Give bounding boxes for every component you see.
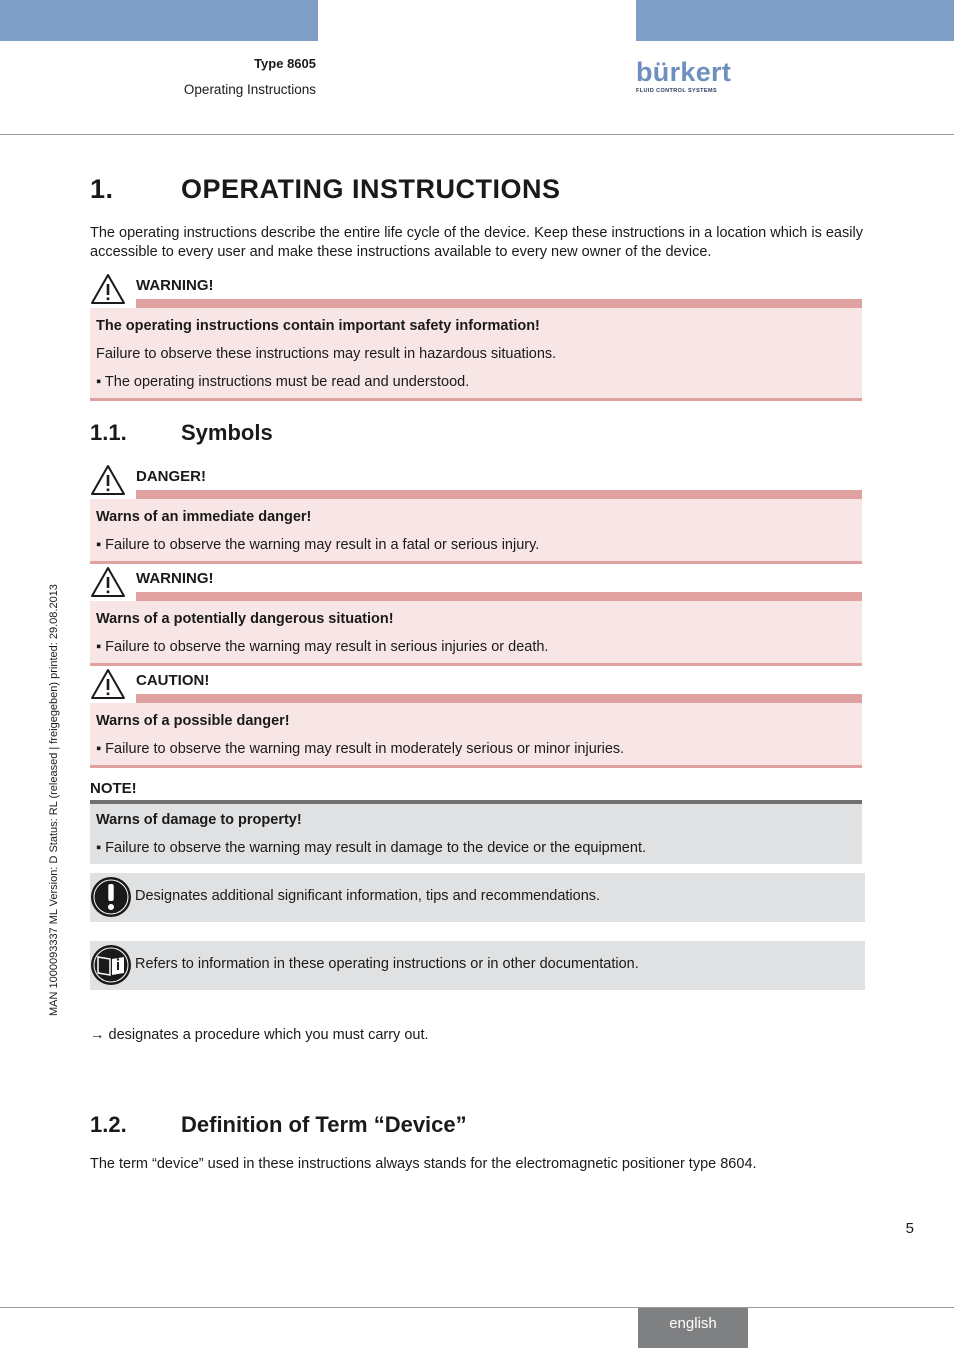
header-divider <box>0 134 954 135</box>
caution-headline: Warns of a possible danger! <box>96 713 290 729</box>
warning-text: Failure to observe these instructions may result in hazardous situations. <box>96 346 557 362</box>
danger-notice <box>90 468 862 564</box>
caution-body <box>90 703 862 768</box>
note-label: NOTE! <box>90 780 137 797</box>
device-definition-text: The term “device” used in these instructions always stands for the electromagnetic positioner type 8604. <box>90 1156 757 1172</box>
warning-notice <box>90 570 862 666</box>
danger-bullet: ▪ Failure to observe the warning may result in a fatal or serious injury. <box>96 537 540 553</box>
warning-triangle-icon <box>90 273 126 305</box>
note-body <box>90 804 862 864</box>
header-bar-right <box>636 0 954 41</box>
important-info-box <box>90 873 865 922</box>
burkert-logo <box>636 58 736 94</box>
section-title: OPERATING INSTRUCTIONS <box>181 174 561 204</box>
warning-label: WARNING! <box>136 570 214 587</box>
document-type: Type 8605 <box>254 56 316 71</box>
warning-bullet: ▪ The operating instructions must be read and understood. <box>96 374 470 390</box>
caution-triangle-icon <box>90 668 126 700</box>
caution-notice <box>90 672 862 768</box>
reference-info-text: Refers to information in these operating instructions or in other documentation. <box>135 956 639 972</box>
procedure-note: → designates a procedure which you must carry out. <box>90 1027 429 1043</box>
warning-bar <box>136 592 862 601</box>
warning-headline: Warns of a potentially dangerous situation! <box>96 611 394 627</box>
caution-label: CAUTION! <box>136 672 210 689</box>
section-heading-1 <box>90 174 561 205</box>
section-title: Definition of Term “Device” <box>181 1112 467 1137</box>
document-meta-sidebar: MAN 1000093337 ML Version: D Status: RL (released | freigegeben) printed: 29.08.2013 <box>48 584 60 1016</box>
note-headline: Warns of damage to property! <box>96 812 302 828</box>
important-info-text: Designates additional significant information, tips and recommendations. <box>135 888 601 904</box>
danger-label: DANGER! <box>136 468 206 485</box>
danger-body <box>90 499 862 564</box>
danger-triangle-icon <box>90 464 126 496</box>
caution-bullet: ▪ Failure to observe the warning may result in moderately serious or minor injuries. <box>96 741 625 757</box>
page-number: 5 <box>905 1220 914 1237</box>
section-title: Symbols <box>181 420 273 445</box>
reference-info-box <box>90 941 865 990</box>
header-bar-left <box>0 0 318 41</box>
note-bullet: ▪ Failure to observe the warning may result in damage to the device or the equipment. <box>96 840 646 856</box>
exclamation-icon <box>90 876 132 918</box>
warning-bar <box>136 299 862 308</box>
section-number: 1.1. <box>90 420 127 445</box>
warning-body <box>90 601 862 666</box>
section-heading-1-1 <box>90 420 273 446</box>
caution-bar <box>136 694 862 703</box>
warning-body <box>90 308 862 401</box>
document-subtitle: Operating Instructions <box>183 82 316 97</box>
footer-divider <box>0 1307 954 1308</box>
section-number: 1. <box>90 174 114 204</box>
book-info-icon <box>90 944 132 986</box>
intro-paragraph: The operating instructions describe the entire life cycle of the device. Keep these instructions in a location which is easily accessible to every user and make these instructions available to every new owner of the device. <box>90 225 863 260</box>
warning-label: WARNING! <box>136 277 214 294</box>
warning-headline: The operating instructions contain important safety information! <box>96 318 540 334</box>
section-heading-1-2 <box>90 1112 467 1138</box>
danger-headline: Warns of an immediate danger! <box>96 509 312 525</box>
language-tab: english <box>638 1308 748 1348</box>
logo-wordmark: bürkert <box>636 57 732 87</box>
section-number: 1.2. <box>90 1112 127 1137</box>
warning-notice-main <box>90 277 862 401</box>
danger-bar <box>136 490 862 499</box>
warning-triangle-icon <box>90 566 126 598</box>
logo-tagline: FLUID CONTROL SYSTEMS <box>636 88 718 94</box>
warning-bullet: ▪ Failure to observe the warning may result in serious injuries or death. <box>96 639 549 655</box>
